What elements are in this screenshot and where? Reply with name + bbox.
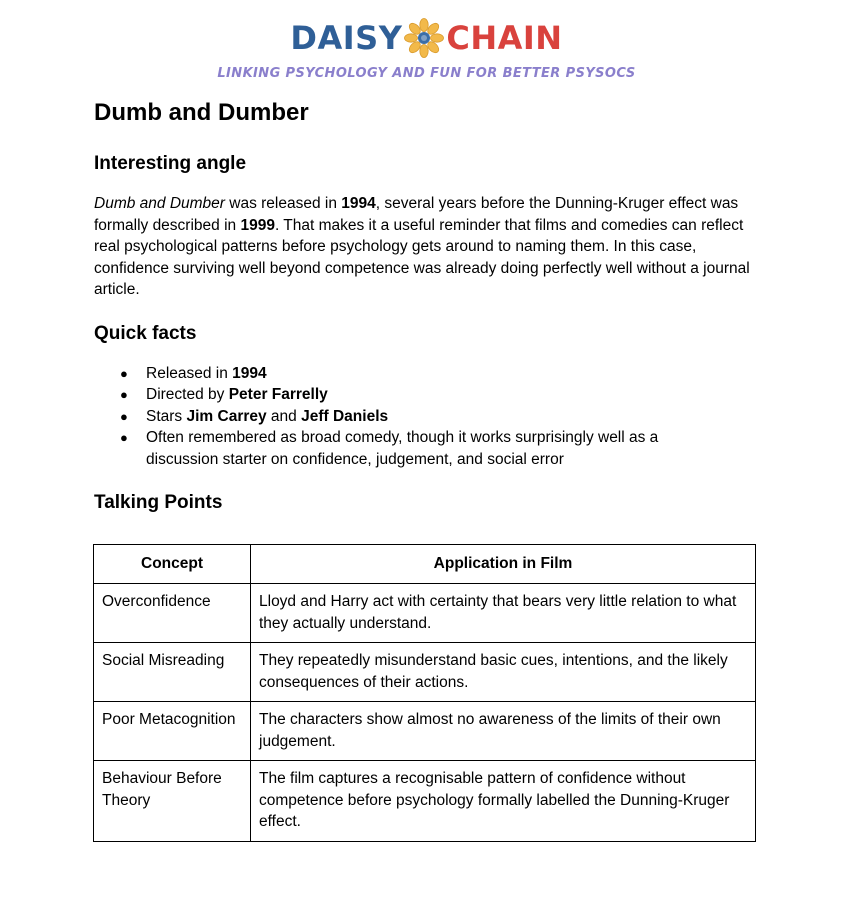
section-heading-interesting-angle: Interesting angle [94, 153, 247, 174]
film-title-italic: Dumb and Dumber [94, 195, 225, 212]
concept-cell: Social Misreading [94, 643, 251, 702]
daisy-flower-icon [404, 18, 444, 58]
table-header-row [94, 545, 756, 584]
application-cell: Lloyd and Harry act with certainty that bears very little relation to what they actually understand. [251, 584, 756, 643]
list-item [94, 384, 686, 406]
release-year-bold: 1994 [341, 195, 376, 212]
effect-year-bold: 1999 [240, 216, 275, 234]
table-row [94, 702, 756, 761]
application-cell: They repeatedly misunderstand basic cues, intentions, and the likely consequences of their actions. [251, 643, 756, 702]
list-text: Directed by [146, 386, 229, 403]
interesting-angle-paragraph [94, 193, 758, 301]
bullet-icon: ● [120, 365, 128, 381]
list-text-bold: Jim Carrey [186, 407, 267, 425]
logo [0, 16, 853, 60]
list-text-bold: 1994 [232, 364, 267, 382]
list-text: Released in [146, 364, 233, 382]
paragraph-text: , several years before the Dunning-Kruger effect was formally described in [94, 195, 739, 234]
quick-facts-list [94, 363, 758, 471]
table-row [94, 643, 756, 702]
logo-word-daisy: DAISY [290, 19, 403, 57]
bullet-icon: ● [120, 387, 128, 402]
list-text: Stars [146, 407, 187, 425]
column-header-concept: Concept [94, 545, 251, 584]
list-text-bold: Jeff Daniels [301, 407, 389, 425]
logo-word-chain: CHAIN [446, 19, 563, 57]
table-row [94, 761, 756, 842]
list-text: Often remembered as broad comedy, though it works surprisingly well as a discussion starter on confidence, judgement, and social error [146, 429, 659, 468]
tagline: LINKING PSYCHOLOGY AND FUN FOR BETTER PSYSOCS [217, 66, 636, 81]
list-text: and [266, 407, 302, 425]
talking-points-table [93, 544, 756, 842]
list-text-bold: Peter Farrelly [228, 386, 328, 403]
list-item [94, 406, 686, 428]
bullet-icon: ● [120, 408, 128, 424]
paragraph-text: . That makes it a useful reminder that films and comedies can reflect real psychological patterns before psychology gets around to naming them. In this case, confidence surviving well beyond competence was already doing perfectly well without a journal article. [94, 216, 750, 298]
document-body [94, 97, 758, 516]
concept-cell: Overconfidence [94, 584, 251, 643]
table-row [94, 584, 756, 643]
page-title: Dumb and Dumber [94, 99, 309, 126]
concept-cell: Poor Metacognition [94, 702, 251, 761]
list-item [94, 363, 686, 385]
section-heading-talking-points: Talking Points [94, 492, 223, 513]
column-header-application: Application in Film [251, 545, 756, 584]
concept-cell: Behaviour Before Theory [94, 761, 251, 842]
paragraph-text: was released in [224, 195, 342, 212]
application-cell: The film captures a recognisable pattern of confidence without competence before psychology formally labelled the Dunning-Kruger effect. [251, 761, 756, 842]
bullet-icon: ● [120, 430, 128, 445]
section-heading-quick-facts: Quick facts [94, 322, 197, 344]
list-item [94, 427, 686, 470]
application-cell: The characters show almost no awareness of the limits of their own judgement. [251, 702, 756, 761]
